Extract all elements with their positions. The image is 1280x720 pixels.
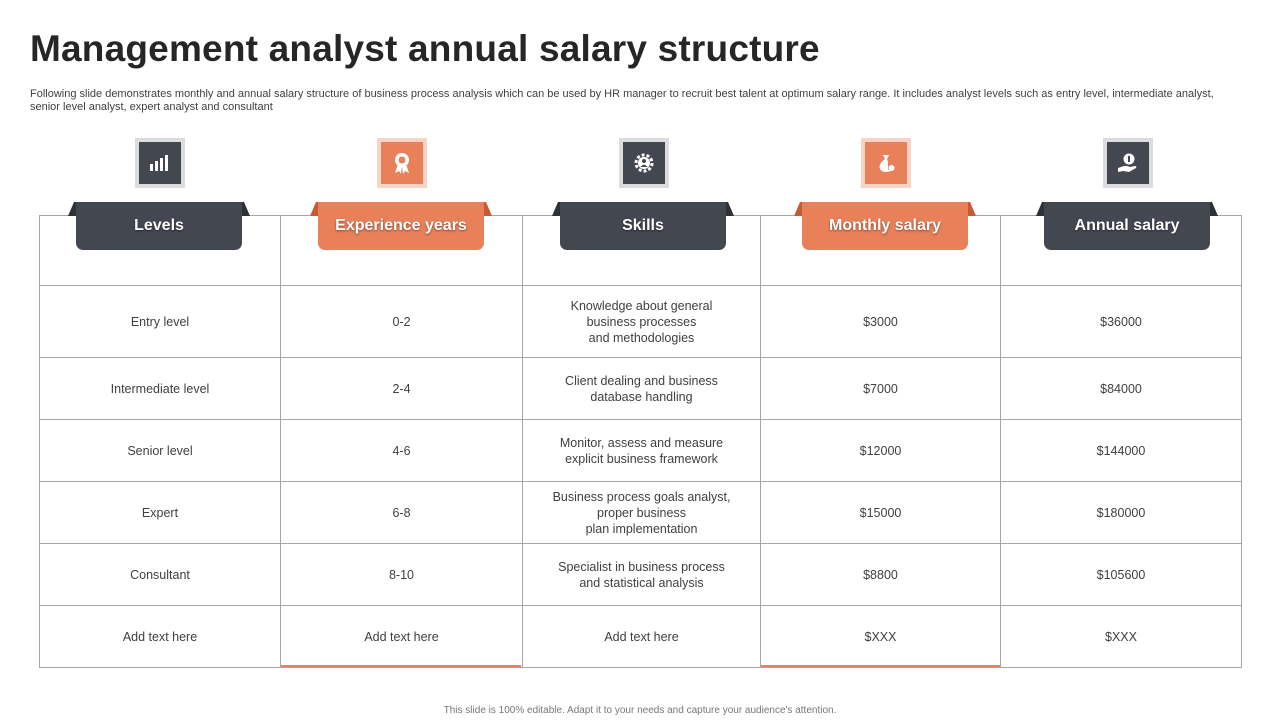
orange-underline-accent	[281, 665, 521, 667]
level-cell: Consultant	[40, 544, 281, 606]
skills-cell: Client dealing and business database handling	[523, 358, 761, 420]
column-header-label: Levels	[76, 202, 242, 250]
orange-underline-accent	[761, 665, 1000, 667]
column-header-label: Monthly salary	[802, 202, 968, 250]
level-cell: Intermediate level	[40, 358, 281, 420]
table-row	[40, 544, 1242, 606]
annual-salary-cell: $36000	[1001, 286, 1242, 358]
table-row	[40, 482, 1242, 544]
level-cell: Senior level	[40, 420, 281, 482]
experience-cell: 4-6	[281, 420, 523, 482]
experience-cell: 8-10	[281, 544, 523, 606]
table-row	[40, 420, 1242, 482]
level-cell: Expert	[40, 482, 281, 544]
gear-person-icon	[619, 138, 669, 188]
column-header-levels	[76, 202, 242, 250]
monthly-salary-cell: $3000	[761, 286, 1001, 358]
experience-cell: 6-8	[281, 482, 523, 544]
monthly-salary-cell: $XXX	[761, 606, 1001, 668]
skills-cell: Knowledge about general business processes and methodologies	[523, 286, 761, 358]
table-row	[40, 286, 1242, 358]
experience-cell: Add text here	[281, 606, 523, 668]
skills-cell: Monitor, assess and measure explicit business framework	[523, 420, 761, 482]
column-header-experience	[318, 202, 484, 250]
page-title: Management analyst annual salary structure	[30, 28, 820, 69]
award-ribbon-icon	[377, 138, 427, 188]
annual-salary-cell: $144000	[1001, 420, 1242, 482]
table-row	[40, 606, 1242, 668]
description: Following slide demonstrates monthly and annual salary structure of business process analysis which can be used by HR manager to recruit best talent at optimum salary range. It includes analyst levels such as entry level, intermediate analyst, senior level analyst, expert analyst and consultant	[30, 88, 1214, 113]
monthly-salary-cell: $12000	[761, 420, 1001, 482]
column-header-annual-salary	[1044, 202, 1210, 250]
column-header-monthly-salary	[802, 202, 968, 250]
column-header-label: Annual salary	[1044, 202, 1210, 250]
hand-money-icon	[1103, 138, 1153, 188]
level-cell: Add text here	[40, 606, 281, 668]
monthly-salary-cell: $15000	[761, 482, 1001, 544]
annual-salary-cell: $180000	[1001, 482, 1242, 544]
money-bag-icon	[861, 138, 911, 188]
skills-cell: Add text here	[523, 606, 761, 668]
monthly-salary-cell: $8800	[761, 544, 1001, 606]
annual-salary-cell: $XXX	[1001, 606, 1242, 668]
level-cell: Entry level	[40, 286, 281, 358]
annual-salary-cell: $84000	[1001, 358, 1242, 420]
experience-cell: 0-2	[281, 286, 523, 358]
column-header-skills	[560, 202, 726, 250]
annual-salary-cell: $105600	[1001, 544, 1242, 606]
monthly-salary-cell: $7000	[761, 358, 1001, 420]
column-header-label: Experience years	[318, 202, 484, 250]
skills-cell: Business process goals analyst, proper business plan implementation	[523, 482, 761, 544]
salary-table	[39, 215, 1241, 668]
experience-cell: 2-4	[281, 358, 523, 420]
footer-note: This slide is 100% editable. Adapt it to your needs and capture your audience's attention.	[443, 705, 837, 716]
column-header-label: Skills	[560, 202, 726, 250]
skills-cell: Specialist in business process and statistical analysis	[523, 544, 761, 606]
bar-chart-icon	[135, 138, 185, 188]
table-row	[40, 358, 1242, 420]
